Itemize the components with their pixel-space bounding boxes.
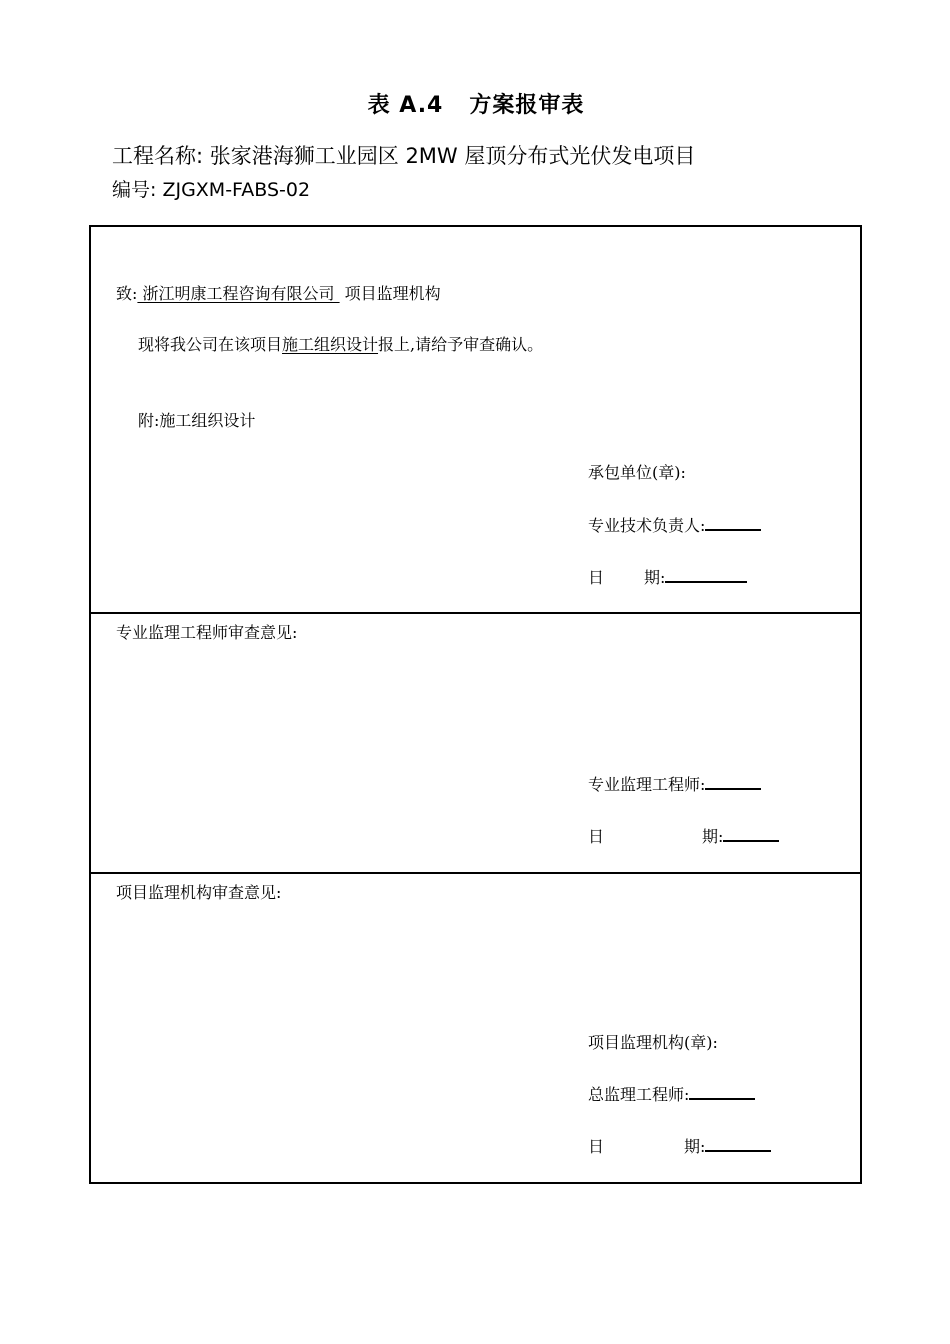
form-title	[0, 88, 950, 119]
engineer-signature-blank[interactable]	[705, 774, 761, 790]
date-label-period: 期:	[684, 1137, 706, 1156]
code-value: ZJGXM-FABS-02	[162, 179, 311, 201]
addressee-suffix: 项目监理机构	[339, 284, 441, 303]
date-blank-3[interactable]	[705, 1136, 771, 1152]
addressee-line	[116, 281, 441, 304]
engineer-review-section	[91, 612, 860, 872]
date-line-3	[588, 1134, 771, 1157]
date-label-day: 日	[588, 1137, 605, 1156]
tech-lead-line	[588, 513, 761, 536]
contractor-label: 承包单位(章):	[588, 463, 686, 482]
date-blank-2[interactable]	[723, 826, 779, 842]
body-post: 报上,请给予审查确认。	[378, 335, 544, 354]
date-line-2	[588, 824, 779, 847]
date-blank-1[interactable]	[665, 567, 747, 583]
body-document: 施工组织设计	[282, 335, 379, 354]
chief-engineer-signature-blank[interactable]	[689, 1084, 755, 1100]
attachment-line: 附:施工组织设计	[138, 411, 256, 430]
engineer-label: 专业监理工程师:	[588, 775, 706, 794]
date-label-day: 日	[588, 827, 605, 846]
chief-engineer-label: 总监理工程师:	[588, 1085, 690, 1104]
date-label-day: 日	[588, 568, 605, 587]
tech-lead-label: 专业技术负责人:	[588, 516, 706, 535]
tech-lead-signature-blank[interactable]	[705, 515, 761, 531]
supervision-org-label: 项目监理机构(章):	[588, 1033, 718, 1052]
engineer-opinion-label: 专业监理工程师审查意见:	[116, 623, 298, 642]
submission-section	[91, 227, 860, 612]
submission-body	[138, 332, 543, 355]
form-name: 方案报审表	[469, 93, 585, 118]
date-line-1	[588, 565, 747, 588]
body-pre: 现将我公司在该项目	[138, 335, 283, 354]
date-label-period: 期:	[702, 827, 724, 846]
code-label: 编号:	[112, 179, 157, 201]
addressee-company: 浙江明康工程咨询有限公司	[137, 284, 340, 303]
addressee-prefix: 致:	[116, 284, 138, 303]
review-form-table	[89, 225, 862, 1184]
project-line	[112, 140, 695, 170]
project-label: 工程名称:	[112, 144, 204, 168]
project-name: 张家港海狮工业园区 2MW 屋顶分布式光伏发电项目	[209, 144, 696, 168]
code-line	[112, 175, 310, 202]
date-label-period: 期:	[644, 568, 666, 587]
engineer-line	[588, 772, 761, 795]
supervision-opinion-label: 项目监理机构审查意见:	[116, 883, 282, 902]
supervision-review-section	[91, 872, 860, 1184]
form-number: 表 A.4	[367, 93, 444, 118]
chief-engineer-line	[588, 1082, 755, 1105]
